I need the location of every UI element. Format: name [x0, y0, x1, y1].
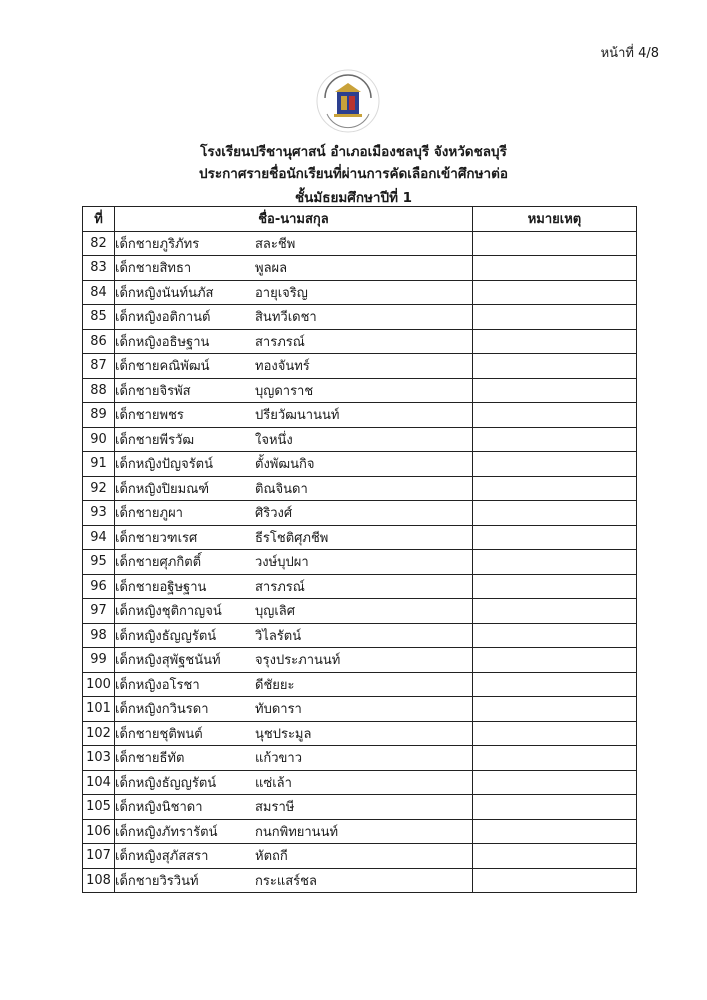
column-header-number: ที่ [83, 207, 115, 232]
table-header-row [83, 207, 637, 232]
school-emblem-logo [315, 68, 381, 134]
row-number: 108 [83, 868, 115, 893]
table-body [83, 231, 637, 893]
remark-cell [473, 476, 637, 501]
student-last-name: ใจหนึ่ง [255, 432, 293, 448]
student-name-cell [115, 452, 473, 477]
row-number: 93 [83, 501, 115, 526]
student-first-name: เด็กชายวิรวินท์ [115, 873, 199, 889]
row-number: 88 [83, 378, 115, 403]
remark-cell [473, 501, 637, 526]
student-name-cell [115, 721, 473, 746]
remark-cell [473, 354, 637, 379]
student-name-cell [115, 746, 473, 771]
remark-cell [473, 746, 637, 771]
table-row [83, 795, 637, 820]
remark-cell [473, 256, 637, 281]
student-name-cell [115, 403, 473, 428]
student-first-name: เด็กหญิงชุติกาญจน์ [115, 604, 222, 620]
student-first-name: เด็กหญิงธัญญรัตน์ [115, 775, 217, 791]
table-row [83, 697, 637, 722]
student-name-cell [115, 550, 473, 575]
student-last-name: วิไลรัตน์ [255, 628, 302, 644]
student-first-name: เด็กหญิงปัญจรัตน์ [115, 457, 214, 473]
student-first-name: เด็กชายศุภกิตติ์ [115, 555, 202, 571]
row-number: 99 [83, 648, 115, 673]
row-number: 95 [83, 550, 115, 575]
row-number: 85 [83, 305, 115, 330]
student-last-name: พูลผล [255, 261, 288, 277]
table-row [83, 672, 637, 697]
row-number: 104 [83, 770, 115, 795]
student-name-cell [115, 770, 473, 795]
student-last-name: อายุเจริญ [255, 285, 308, 301]
table-row [83, 819, 637, 844]
student-last-name: สารภรณ์ [255, 334, 305, 350]
student-last-name: แซ่เล้า [255, 775, 292, 791]
grade-title: ชั้นมัธยมศึกษาปีที่ 1 [294, 190, 413, 206]
row-number: 83 [83, 256, 115, 281]
student-first-name: เด็กชายอฐิษฐาน [115, 579, 207, 595]
row-number: 97 [83, 599, 115, 624]
remark-cell [473, 795, 637, 820]
table-row [83, 378, 637, 403]
row-number: 84 [83, 280, 115, 305]
row-number: 103 [83, 746, 115, 771]
table-row [83, 256, 637, 281]
table-row [83, 501, 637, 526]
student-name-cell [115, 231, 473, 256]
student-name-cell [115, 256, 473, 281]
table-row [83, 550, 637, 575]
student-last-name: ทองจันทร์ [255, 359, 310, 375]
student-last-name: แก้วขาว [255, 751, 303, 767]
remark-cell [473, 378, 637, 403]
column-header-remark: หมายเหตุ [473, 207, 637, 232]
student-last-name: หัตถกี [255, 849, 288, 865]
column-header-name: ชื่อ-นามสกุล [115, 207, 473, 232]
remark-cell [473, 550, 637, 575]
row-number: 106 [83, 819, 115, 844]
student-name-cell [115, 672, 473, 697]
student-name-cell [115, 476, 473, 501]
student-name-cell [115, 623, 473, 648]
student-name-cell [115, 648, 473, 673]
student-name-cell [115, 427, 473, 452]
page-number: หน้าที่ 4/8 [600, 46, 659, 61]
remark-cell [473, 329, 637, 354]
row-number: 90 [83, 427, 115, 452]
student-name-cell [115, 525, 473, 550]
student-last-name: ศิริวงศ์ [255, 506, 293, 522]
remark-cell [473, 403, 637, 428]
student-name-cell [115, 280, 473, 305]
student-name-cell [115, 599, 473, 624]
student-last-name: วงษ์บุปผา [255, 555, 309, 571]
table-row [83, 305, 637, 330]
student-first-name: เด็กหญิงปิยมณฑ์ [115, 481, 210, 497]
remark-cell [473, 525, 637, 550]
student-name-cell [115, 378, 473, 403]
student-last-name: กระแสร์ชล [255, 873, 317, 889]
remark-cell [473, 305, 637, 330]
student-first-name: เด็กหญิงธัญญรัตน์ [115, 628, 217, 644]
student-first-name: เด็กหญิงนันท์นภัส [115, 285, 214, 301]
table-row [83, 354, 637, 379]
student-name-cell [115, 354, 473, 379]
student-first-name: เด็กหญิงอธิษฐาน [115, 334, 210, 350]
student-first-name: เด็กชายธีทัต [115, 751, 185, 767]
student-first-name: เด็กชายจิรพัส [115, 383, 191, 399]
table-row [83, 623, 637, 648]
student-first-name: เด็กชายพชร [115, 408, 184, 424]
student-first-name: เด็กชายภูริภัทร [115, 236, 200, 252]
table-row [83, 476, 637, 501]
student-name-cell [115, 501, 473, 526]
student-first-name: เด็กหญิงอโรชา [115, 677, 200, 693]
student-last-name: ธีรโชติศุภชีพ [255, 530, 329, 546]
remark-cell [473, 231, 637, 256]
table-row [83, 844, 637, 869]
table-row [83, 427, 637, 452]
student-last-name: บุญเลิศ [255, 604, 295, 620]
remark-cell [473, 819, 637, 844]
school-title: โรงเรียนปรีชานุศาสน์ อำเภอเมืองชลบุรี จังหวัดชลบุรี [200, 144, 507, 160]
student-last-name: บุญดาราช [255, 383, 314, 399]
remark-cell [473, 844, 637, 869]
student-first-name: เด็กหญิงนิชาดา [115, 800, 203, 816]
student-last-name: จรุงประภานนท์ [255, 653, 341, 669]
row-number: 100 [83, 672, 115, 697]
student-last-name: ดีชัยยะ [255, 677, 295, 693]
student-name-cell [115, 329, 473, 354]
student-last-name: สละชีพ [255, 236, 296, 252]
student-first-name: เด็กชายวฑเรศ [115, 530, 198, 546]
table-row [83, 868, 637, 893]
table-row [83, 648, 637, 673]
student-last-name: ทับดารา [255, 702, 302, 718]
remark-cell [473, 721, 637, 746]
student-first-name: เด็กหญิงอติกานต์ [115, 310, 211, 326]
student-first-name: เด็กชายสิทธา [115, 261, 192, 277]
row-number: 82 [83, 231, 115, 256]
table-row [83, 721, 637, 746]
student-first-name: เด็กหญิงสุภัสสรา [115, 849, 209, 865]
table-row [83, 746, 637, 771]
student-roster-table [82, 206, 637, 893]
table-row [83, 329, 637, 354]
remark-cell [473, 599, 637, 624]
student-name-cell [115, 868, 473, 893]
student-first-name: เด็กชายชุติพนต์ [115, 726, 203, 742]
remark-cell [473, 574, 637, 599]
remark-cell [473, 868, 637, 893]
table-row [83, 599, 637, 624]
student-name-cell [115, 574, 473, 599]
row-number: 94 [83, 525, 115, 550]
remark-cell [473, 672, 637, 697]
remark-cell [473, 697, 637, 722]
student-last-name: สินทวีเดชา [255, 310, 317, 326]
table-row [83, 574, 637, 599]
remark-cell [473, 280, 637, 305]
row-number: 105 [83, 795, 115, 820]
student-last-name: สารภรณ์ [255, 579, 305, 595]
student-name-cell [115, 819, 473, 844]
remark-cell [473, 770, 637, 795]
remark-cell [473, 427, 637, 452]
row-number: 89 [83, 403, 115, 428]
student-first-name: เด็กหญิงกวินรดา [115, 702, 209, 718]
table-row [83, 525, 637, 550]
student-last-name: นุชประมูล [255, 726, 312, 742]
student-first-name: เด็กชายพีรวัฒ [115, 432, 195, 448]
remark-cell [473, 623, 637, 648]
table-row [83, 280, 637, 305]
student-last-name: กนกพิทยานนท์ [255, 824, 339, 840]
table-row [83, 452, 637, 477]
student-name-cell [115, 697, 473, 722]
row-number: 96 [83, 574, 115, 599]
row-number: 101 [83, 697, 115, 722]
student-name-cell [115, 795, 473, 820]
row-number: 92 [83, 476, 115, 501]
table-row [83, 231, 637, 256]
announcement-title: ประกาศรายชื่อนักเรียนที่ผ่านการคัดเลือกเข้าศึกษาต่อ [199, 166, 508, 182]
student-first-name: เด็กชายภูผา [115, 506, 183, 522]
row-number: 91 [83, 452, 115, 477]
row-number: 107 [83, 844, 115, 869]
row-number: 87 [83, 354, 115, 379]
student-last-name: ติณจินดา [255, 481, 308, 497]
student-last-name: ปรียวัฒนานนท์ [255, 408, 340, 424]
student-last-name: สมราษี [255, 800, 295, 816]
remark-cell [473, 452, 637, 477]
row-number: 98 [83, 623, 115, 648]
table-row [83, 403, 637, 428]
student-first-name: เด็กชายคณิพัฒน์ [115, 359, 210, 375]
student-first-name: เด็กหญิงภัทรารัตน์ [115, 824, 218, 840]
student-first-name: เด็กหญิงสุพัฐชนันท์ [115, 653, 221, 669]
student-last-name: ตั้งพัฒนกิจ [255, 457, 315, 473]
student-name-cell [115, 844, 473, 869]
row-number: 86 [83, 329, 115, 354]
row-number: 102 [83, 721, 115, 746]
remark-cell [473, 648, 637, 673]
student-name-cell [115, 305, 473, 330]
table-row [83, 770, 637, 795]
